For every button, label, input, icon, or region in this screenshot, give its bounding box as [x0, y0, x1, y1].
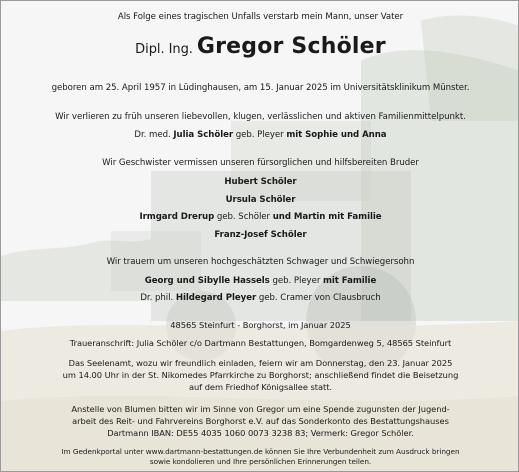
place-date: 48565 Steinfurt - Borghorst, im Januar 2025 [170, 320, 351, 330]
sibling-hubert: Hubert Schöler [224, 177, 297, 187]
sibling-franz: Franz-Josef Schöler [214, 230, 307, 240]
academic-title: Dipl. Ing. [135, 42, 193, 57]
wife-born: geb. Pleyer [235, 130, 284, 140]
sibling-ursula: Ursula Schöler [225, 195, 296, 205]
sibling-irmgard-born: geb. Schöler [216, 212, 271, 222]
loss-statement: Wir verlieren zu früh unseren liebevollen, klugen, verlässlichen und aktiven Familienmittelpunkt. [55, 112, 466, 122]
inlaw-hildegard-born: geb. Cramer von Clausbruch [258, 293, 381, 303]
siblings-intro: Wir Geschwister vermissen unseren fürsorglichen und hilfsbereiten Bruder [102, 158, 419, 168]
wife-name: Julia Schöler [173, 130, 234, 140]
wife-line [1, 130, 519, 140]
deceased-name: Gregor Schöler [196, 34, 386, 59]
wife-prefix: Dr. med. [134, 130, 171, 140]
inlaw-georg [1, 276, 519, 286]
intro-text: Als Folge eines tragischen Unfalls verstarb mein Mann, unser Vater [117, 12, 404, 22]
sibling-irmgard [1, 212, 519, 222]
requiem-line-1: Das Seelenamt, wozu wir freundlich einladen, feiern wir am Donnerstag, den 23. Januar 2025 [68, 358, 453, 368]
inlaw-hildegard [1, 293, 519, 303]
inlaws-intro: Wir trauern um unseren hochgeschätzten Schwager und Schwiegersohn [106, 257, 415, 267]
sibling-irmgard-with: und Martin mit Familie [272, 212, 382, 222]
requiem-line-2: um 14.00 Uhr in der St. Nikomedes Pfarrkirche zu Borghorst; anschließend findet die Beisetzung [62, 370, 459, 380]
sibling-irmgard-name: Irmgard Drerup [139, 212, 215, 222]
deceased-heading [1, 34, 519, 59]
requiem-line-3: auf dem Friedhof Königsallee statt. [189, 382, 332, 392]
inlaw-georg-names: Georg und Sibylle Hassels [144, 276, 270, 286]
donation-line-2: arbeit des Reit- und Fahrvereins Borghorst e.V. auf das Sonderkonto des Bestattungshauses [72, 416, 449, 426]
portal-line-1: Im Gedenkportal unter www.dartmann-bestattungen.de können Sie Ihre Verbundenheit zum Ausdruck bringen [61, 447, 460, 456]
mourning-address: Traueranschrift: Julia Schöler c/o Dartmann Bestattungen, Bomgardenweg 5, 48565 Steinfurt [69, 338, 452, 348]
portal-line-2: sowie kondolieren und Ihre persönlichen Erinnerungen teilen. [149, 457, 372, 466]
inlaw-hildegard-name: Hildegard Pleyer [175, 293, 257, 303]
donation-line-1: Anstelle von Blumen bitten wir im Sinne von Gregor um eine Spende zugunsten der Jugend- [71, 404, 450, 414]
inlaw-georg-with: mit Familie [323, 276, 377, 286]
life-dates: geboren am 25. April 1957 in Lüdinghausen, am 15. Januar 2025 im Universitätsklinikum Münster. [51, 83, 470, 93]
inlaw-hildegard-prefix: Dr. phil. [140, 293, 174, 303]
inlaw-georg-born: geb. Pleyer [272, 276, 321, 286]
wife-with: mit Sophie und Anna [286, 130, 387, 140]
donation-line-3: Dartmann IBAN: DE55 4035 1060 0073 3238 83; Vermerk: Gregor Schöler. [107, 428, 414, 438]
